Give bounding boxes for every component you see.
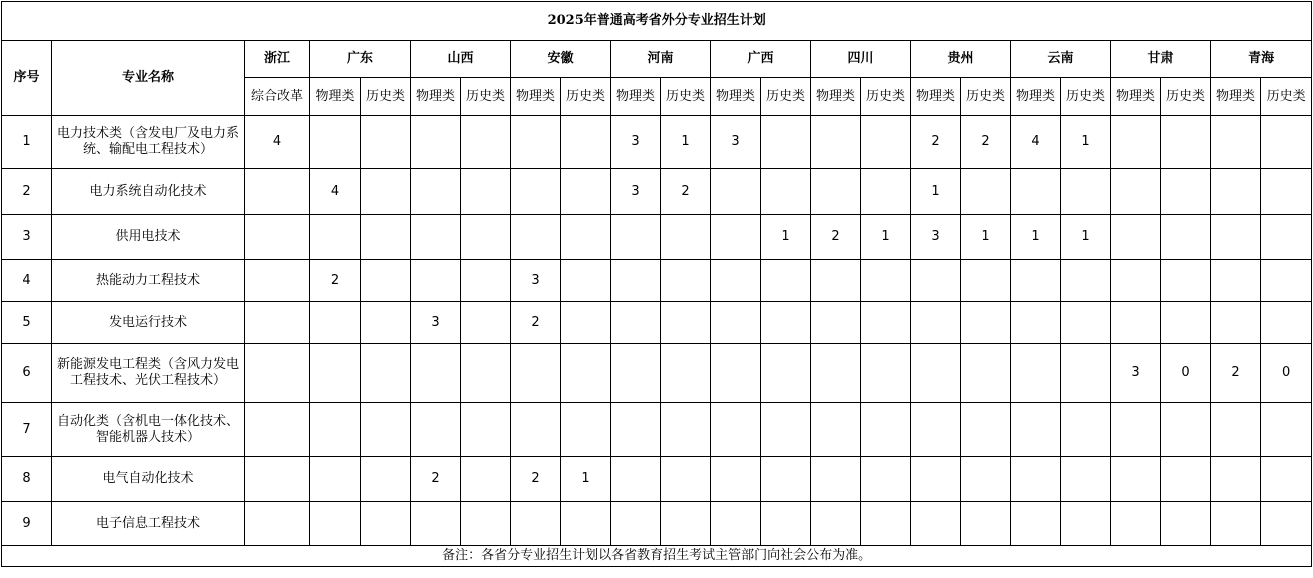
seq-header: 序号 xyxy=(2,41,52,116)
plan-count-cell xyxy=(811,403,861,457)
row-major-name: 热能动力工程技术 xyxy=(52,260,245,302)
plan-count-cell: 1 xyxy=(1061,116,1111,169)
plan-count-cell: 1 xyxy=(661,116,711,169)
plan-count-cell xyxy=(661,302,711,344)
plan-count-cell xyxy=(1211,457,1261,502)
plan-count-cell xyxy=(1211,302,1261,344)
plan-count-cell xyxy=(1011,169,1061,215)
plan-count-cell xyxy=(961,260,1011,302)
plan-count-cell xyxy=(1161,403,1211,457)
plan-count-cell xyxy=(245,260,310,302)
plan-count-cell xyxy=(245,502,310,546)
plan-count-cell xyxy=(611,215,661,260)
plan-count-cell xyxy=(461,403,511,457)
province-header: 安徽 xyxy=(511,41,611,78)
plan-count-cell xyxy=(961,457,1011,502)
plan-count-cell xyxy=(1111,260,1161,302)
plan-count-cell xyxy=(611,260,661,302)
plan-count-cell xyxy=(511,344,561,403)
plan-count-cell: 2 xyxy=(511,302,561,344)
plan-count-cell xyxy=(861,502,911,546)
plan-count-cell xyxy=(861,457,911,502)
category-header: 历史类 xyxy=(361,78,411,116)
category-header: 历史类 xyxy=(561,78,611,116)
plan-count-cell: 0 xyxy=(1161,344,1211,403)
plan-count-cell: 2 xyxy=(911,116,961,169)
plan-count-cell xyxy=(811,169,861,215)
plan-count-cell xyxy=(761,403,811,457)
plan-count-cell: 2 xyxy=(661,169,711,215)
plan-count-cell xyxy=(1111,502,1161,546)
plan-count-cell xyxy=(1011,260,1061,302)
plan-count-cell xyxy=(761,344,811,403)
plan-count-cell xyxy=(861,403,911,457)
plan-count-cell xyxy=(310,344,361,403)
plan-count-cell: 2 xyxy=(411,457,461,502)
table-row xyxy=(2,502,1312,546)
row-major-name: 电力技术类（含发电厂及电力系统、输配电工程技术） xyxy=(52,116,245,169)
plan-count-cell xyxy=(461,169,511,215)
plan-count-cell xyxy=(711,457,761,502)
plan-count-cell xyxy=(1011,403,1061,457)
plan-count-cell xyxy=(1061,344,1111,403)
plan-count-cell xyxy=(711,502,761,546)
plan-count-cell xyxy=(711,403,761,457)
plan-count-cell: 1 xyxy=(1061,215,1111,260)
plan-count-cell xyxy=(711,169,761,215)
plan-count-cell xyxy=(361,260,411,302)
plan-count-cell xyxy=(1061,403,1111,457)
plan-count-cell xyxy=(1211,116,1261,169)
plan-count-cell xyxy=(761,169,811,215)
plan-count-cell xyxy=(561,344,611,403)
plan-count-cell: 3 xyxy=(911,215,961,260)
plan-count-cell xyxy=(661,344,711,403)
footnote: 备注：各省分专业招生计划以各省教育招生考试主管部门向社会公布为准。 xyxy=(2,546,1312,567)
plan-count-cell xyxy=(411,403,461,457)
plan-count-cell xyxy=(811,302,861,344)
plan-count-cell xyxy=(911,260,961,302)
plan-count-cell: 4 xyxy=(1011,116,1061,169)
table-row xyxy=(2,260,1312,302)
province-header: 山西 xyxy=(411,41,511,78)
plan-count-cell xyxy=(461,457,511,502)
plan-count-cell xyxy=(1011,502,1061,546)
plan-count-cell xyxy=(1211,215,1261,260)
plan-count-cell xyxy=(1011,457,1061,502)
plan-count-cell xyxy=(861,260,911,302)
plan-count-cell xyxy=(1211,169,1261,215)
plan-count-cell: 4 xyxy=(245,116,310,169)
row-major-name: 自动化类（含机电一体化技术、智能机器人技术） xyxy=(52,403,245,457)
plan-count-cell xyxy=(611,403,661,457)
plan-count-cell xyxy=(861,169,911,215)
row-major-name: 电气自动化技术 xyxy=(52,457,245,502)
plan-count-cell xyxy=(861,116,911,169)
plan-count-cell xyxy=(811,344,861,403)
table-row xyxy=(2,116,1312,169)
plan-count-cell xyxy=(911,457,961,502)
plan-count-cell xyxy=(961,169,1011,215)
plan-count-cell xyxy=(361,302,411,344)
category-header: 物理类 xyxy=(310,78,361,116)
plan-count-cell xyxy=(611,457,661,502)
table-row xyxy=(2,302,1312,344)
plan-count-cell: 1 xyxy=(1011,215,1061,260)
plan-count-cell xyxy=(1061,302,1111,344)
plan-count-cell xyxy=(1161,302,1211,344)
plan-count-cell xyxy=(1111,116,1161,169)
plan-count-cell xyxy=(245,302,310,344)
plan-count-cell xyxy=(611,302,661,344)
category-header: 历史类 xyxy=(661,78,711,116)
plan-count-cell xyxy=(245,169,310,215)
province-header: 河南 xyxy=(611,41,711,78)
plan-count-cell: 3 xyxy=(611,116,661,169)
plan-count-cell: 3 xyxy=(1111,344,1161,403)
plan-count-cell: 1 xyxy=(911,169,961,215)
row-seq: 9 xyxy=(2,502,52,546)
plan-count-cell xyxy=(411,215,461,260)
plan-count-cell xyxy=(411,344,461,403)
plan-count-cell xyxy=(1261,169,1312,215)
plan-count-cell xyxy=(811,502,861,546)
province-header: 云南 xyxy=(1011,41,1111,78)
plan-count-cell xyxy=(1061,457,1111,502)
plan-count-cell xyxy=(361,116,411,169)
plan-count-cell xyxy=(1061,260,1111,302)
plan-count-cell xyxy=(361,403,411,457)
province-header: 四川 xyxy=(811,41,911,78)
plan-count-cell xyxy=(911,302,961,344)
plan-count-cell xyxy=(1161,502,1211,546)
row-major-name: 电力系统自动化技术 xyxy=(52,169,245,215)
plan-count-cell xyxy=(461,215,511,260)
plan-count-cell xyxy=(1011,302,1061,344)
plan-count-cell xyxy=(711,260,761,302)
plan-count-cell xyxy=(245,344,310,403)
plan-count-cell xyxy=(511,502,561,546)
plan-count-cell xyxy=(661,457,711,502)
plan-count-cell xyxy=(1111,302,1161,344)
plan-count-cell: 4 xyxy=(310,169,361,215)
category-header: 物理类 xyxy=(1211,78,1261,116)
plan-count-cell xyxy=(310,215,361,260)
plan-count-cell xyxy=(1211,260,1261,302)
row-seq: 8 xyxy=(2,457,52,502)
plan-count-cell xyxy=(310,403,361,457)
plan-count-cell xyxy=(1161,215,1211,260)
plan-count-cell xyxy=(361,457,411,502)
plan-count-cell: 1 xyxy=(961,215,1011,260)
plan-count-cell xyxy=(861,344,911,403)
enrollment-plan-table xyxy=(1,1,1312,567)
plan-count-cell xyxy=(461,344,511,403)
plan-count-cell xyxy=(811,116,861,169)
table-row xyxy=(2,169,1312,215)
category-header: 物理类 xyxy=(511,78,561,116)
plan-count-cell xyxy=(661,215,711,260)
plan-count-cell xyxy=(961,403,1011,457)
plan-count-cell xyxy=(1161,457,1211,502)
plan-count-cell xyxy=(761,116,811,169)
plan-count-cell: 2 xyxy=(310,260,361,302)
plan-count-cell xyxy=(561,302,611,344)
plan-count-cell xyxy=(561,260,611,302)
plan-count-cell xyxy=(811,457,861,502)
plan-count-cell xyxy=(811,260,861,302)
plan-count-cell xyxy=(310,302,361,344)
row-seq: 6 xyxy=(2,344,52,403)
major-name-header: 专业名称 xyxy=(52,41,245,116)
plan-count-cell xyxy=(245,403,310,457)
plan-count-cell xyxy=(761,502,811,546)
category-header: 历史类 xyxy=(1261,78,1312,116)
row-seq: 4 xyxy=(2,260,52,302)
plan-count-cell: 3 xyxy=(711,116,761,169)
plan-count-cell xyxy=(711,215,761,260)
plan-count-cell xyxy=(461,260,511,302)
plan-count-cell xyxy=(961,502,1011,546)
plan-count-cell xyxy=(961,344,1011,403)
plan-count-cell xyxy=(511,403,561,457)
province-header: 青海 xyxy=(1211,41,1312,78)
plan-count-cell xyxy=(1261,260,1312,302)
plan-count-cell xyxy=(961,302,1011,344)
province-header: 广西 xyxy=(711,41,811,78)
plan-count-cell xyxy=(861,302,911,344)
plan-count-cell: 3 xyxy=(611,169,661,215)
plan-count-cell xyxy=(711,344,761,403)
plan-count-cell xyxy=(511,116,561,169)
plan-count-cell: 1 xyxy=(561,457,611,502)
category-header: 综合改革 xyxy=(245,78,310,116)
plan-count-cell: 0 xyxy=(1261,344,1312,403)
category-header: 历史类 xyxy=(761,78,811,116)
plan-count-cell: 2 xyxy=(961,116,1011,169)
plan-count-cell xyxy=(411,116,461,169)
category-header: 历史类 xyxy=(961,78,1011,116)
category-header: 物理类 xyxy=(1011,78,1061,116)
plan-count-cell xyxy=(1161,116,1211,169)
plan-count-cell xyxy=(1161,260,1211,302)
plan-count-cell xyxy=(411,260,461,302)
plan-count-cell xyxy=(361,344,411,403)
plan-count-cell xyxy=(1211,502,1261,546)
plan-count-cell xyxy=(661,260,711,302)
row-major-name: 供用电技术 xyxy=(52,215,245,260)
category-header: 物理类 xyxy=(811,78,861,116)
category-header: 物理类 xyxy=(711,78,761,116)
plan-count-cell xyxy=(411,169,461,215)
plan-count-cell: 3 xyxy=(511,260,561,302)
category-header: 历史类 xyxy=(861,78,911,116)
plan-count-cell xyxy=(611,502,661,546)
plan-count-cell: 2 xyxy=(1211,344,1261,403)
plan-count-cell xyxy=(1261,302,1312,344)
row-seq: 1 xyxy=(2,116,52,169)
row-major-name: 发电运行技术 xyxy=(52,302,245,344)
plan-count-cell xyxy=(761,260,811,302)
plan-count-cell xyxy=(1111,457,1161,502)
plan-count-cell xyxy=(310,116,361,169)
category-header: 物理类 xyxy=(411,78,461,116)
table-row xyxy=(2,457,1312,502)
table-title: 2025年普通高考省外分专业招生计划 xyxy=(2,2,1312,41)
row-seq: 3 xyxy=(2,215,52,260)
plan-count-cell xyxy=(561,403,611,457)
plan-count-cell xyxy=(361,215,411,260)
plan-count-cell xyxy=(911,403,961,457)
plan-count-cell: 2 xyxy=(511,457,561,502)
plan-count-cell xyxy=(310,502,361,546)
row-seq: 5 xyxy=(2,302,52,344)
plan-count-cell xyxy=(361,169,411,215)
plan-count-cell xyxy=(511,215,561,260)
row-seq: 7 xyxy=(2,403,52,457)
table-row xyxy=(2,215,1312,260)
category-header: 历史类 xyxy=(1061,78,1111,116)
plan-count-cell: 1 xyxy=(761,215,811,260)
plan-count-cell xyxy=(245,457,310,502)
plan-count-cell xyxy=(761,302,811,344)
province-header: 浙江 xyxy=(245,41,310,78)
plan-count-cell: 2 xyxy=(811,215,861,260)
table-row xyxy=(2,344,1312,403)
plan-count-cell xyxy=(245,215,310,260)
plan-count-cell xyxy=(461,502,511,546)
province-header: 贵州 xyxy=(911,41,1011,78)
plan-count-cell xyxy=(1111,403,1161,457)
plan-count-cell xyxy=(1061,502,1111,546)
plan-count-cell xyxy=(1111,215,1161,260)
plan-count-cell xyxy=(911,344,961,403)
plan-count-cell xyxy=(561,116,611,169)
plan-count-cell: 1 xyxy=(861,215,911,260)
plan-count-cell xyxy=(761,457,811,502)
plan-count-cell xyxy=(1261,116,1312,169)
plan-count-cell xyxy=(511,169,561,215)
category-header: 物理类 xyxy=(1111,78,1161,116)
plan-count-cell xyxy=(461,116,511,169)
province-header: 甘肃 xyxy=(1111,41,1211,78)
plan-count-cell xyxy=(1261,215,1312,260)
plan-count-cell xyxy=(461,302,511,344)
plan-count-cell xyxy=(561,502,611,546)
plan-count-cell xyxy=(411,502,461,546)
plan-count-cell xyxy=(711,302,761,344)
province-header: 广东 xyxy=(310,41,411,78)
plan-count-cell xyxy=(310,457,361,502)
plan-count-cell xyxy=(561,169,611,215)
row-major-name: 电子信息工程技术 xyxy=(52,502,245,546)
plan-count-cell xyxy=(561,215,611,260)
plan-count-cell xyxy=(1261,403,1312,457)
category-header: 物理类 xyxy=(911,78,961,116)
table-row xyxy=(2,403,1312,457)
plan-count-cell xyxy=(1061,169,1111,215)
category-header: 物理类 xyxy=(611,78,661,116)
plan-count-cell xyxy=(911,502,961,546)
plan-count-cell xyxy=(1261,502,1312,546)
plan-count-cell: 3 xyxy=(411,302,461,344)
row-seq: 2 xyxy=(2,169,52,215)
plan-count-cell xyxy=(1161,169,1211,215)
plan-count-cell xyxy=(611,344,661,403)
plan-count-cell xyxy=(1011,344,1061,403)
plan-count-cell xyxy=(661,502,711,546)
row-major-name: 新能源发电工程类（含风力发电工程技术、光伏工程技术） xyxy=(52,344,245,403)
category-header: 历史类 xyxy=(1161,78,1211,116)
plan-count-cell xyxy=(1211,403,1261,457)
plan-count-cell xyxy=(1261,457,1312,502)
plan-count-cell xyxy=(661,403,711,457)
plan-count-cell xyxy=(1111,169,1161,215)
category-header: 历史类 xyxy=(461,78,511,116)
plan-count-cell xyxy=(361,502,411,546)
